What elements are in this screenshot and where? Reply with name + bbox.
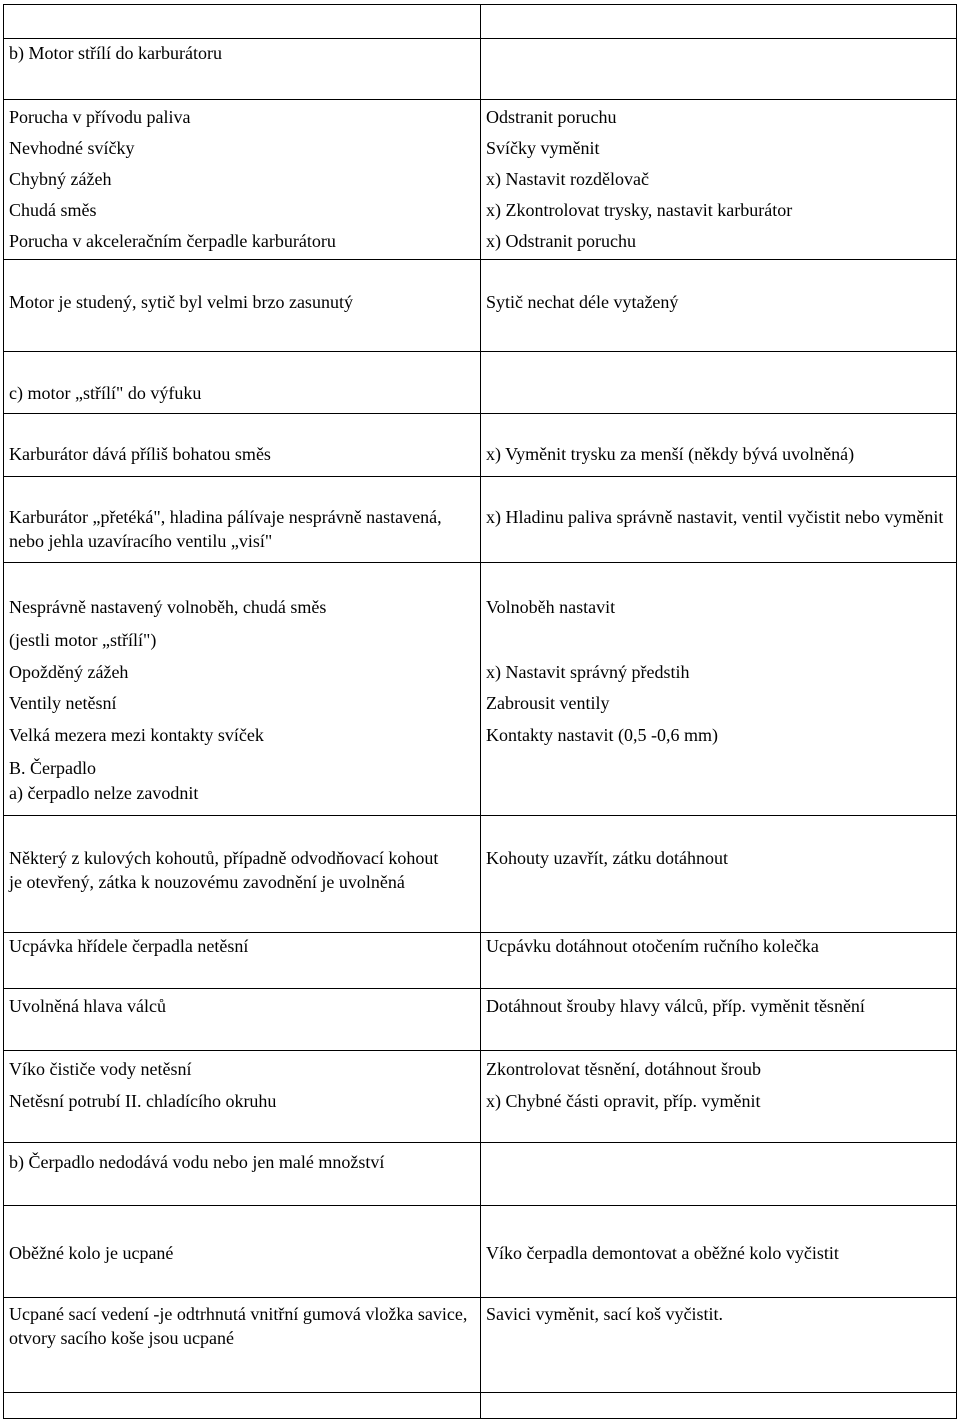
fault-text: Nevhodné svíčky: [9, 138, 135, 158]
remedy-text: Odstranit poruchu: [486, 107, 617, 127]
fault-text: Uvolněná hlava válců: [9, 996, 166, 1016]
section-heading: c) motor „střílí" do výfuku: [9, 383, 202, 403]
remedy-text: x) Odstranit poruchu: [486, 231, 636, 251]
fault-text: Ventily netěsní: [9, 693, 117, 713]
troubleshooting-table: [3, 4, 957, 1419]
remedy-text: x) Nastavit rozdělovač: [486, 169, 649, 189]
table-row: [3, 815, 957, 933]
table-row: [3, 1142, 957, 1206]
fault-text: Karburátor „přetéká", hladina pálívaje nesprávně nastavená, nebo jehla uzavíracího ventilu „visí": [9, 507, 442, 551]
fault-text: Porucha v akceleračním čerpadle karburátoru: [9, 231, 336, 251]
table-row: [3, 259, 957, 352]
table-row: [3, 38, 957, 100]
table-row: [3, 988, 957, 1051]
remedy-text: Zkontrolovat těsnění, dotáhnout šroub: [486, 1059, 761, 1079]
table-row: [3, 351, 957, 414]
remedy-text: x) Vyměnit trysku za menší (někdy bývá uvolněná): [486, 444, 855, 464]
remedy-text: Kontakty nastavit (0,5 -0,6 mm): [486, 725, 718, 745]
remedy-text: Volnoběh nastavit: [486, 597, 616, 617]
section-heading: a) čerpadlo nelze zavodnit: [9, 783, 199, 803]
fault-text: Víko čističe vody netěsní: [9, 1059, 192, 1079]
remedy-text: x) Zkontrolovat trysky, nastavit karburátor: [486, 200, 793, 220]
remedy-text: Savici vyměnit, sací koš vyčistit.: [486, 1304, 723, 1324]
fault-text: Opožděný zážeh: [9, 662, 129, 682]
remedy-text: Dotáhnout šrouby hlavy válců, příp. vyměnit těsnění: [486, 996, 865, 1016]
remedy-text: Ucpávku dotáhnout otočením ručního kolečka: [486, 936, 819, 956]
remedy-text: Svíčky vyměnit: [486, 138, 600, 158]
table-row: [3, 4, 957, 39]
fault-text: Ucpané sací vedení -je odtrhnutá vnitřní gumová vložka savice, otvory sacího koše jsou ucpané: [9, 1304, 468, 1348]
fault-text: Motor je studený, sytič byl velmi brzo zasunutý: [9, 292, 353, 312]
table-row: [3, 1297, 957, 1393]
table-row: [3, 1050, 957, 1143]
remedy-text: x) Nastavit správný předstih: [486, 662, 690, 682]
section-heading: b) Čerpadlo nedodává vodu nebo jen malé množství: [9, 1152, 385, 1172]
remedy-text: Sytič nechat déle vytažený: [486, 292, 679, 312]
section-heading: B. Čerpadlo: [9, 758, 96, 778]
fault-text: Chudá směs: [9, 200, 97, 220]
table-row: [3, 476, 957, 563]
table-row: [3, 1205, 957, 1298]
fault-text: Netěsní potrubí II. chladícího okruhu: [9, 1091, 277, 1111]
remedy-text: Kohouty uzavřít, zátku dotáhnout: [486, 848, 728, 868]
table-row: [3, 413, 957, 477]
remedy-text: Zabrousit ventily: [486, 693, 610, 713]
fault-text: Velká mezera mezi kontakty svíček: [9, 725, 264, 745]
fault-text: Některý z kulových kohoutů, případně odvodňovací kohout je otevřený, zátka k nouzovému zavodnění je uvolněná: [9, 848, 439, 892]
table-row: [3, 562, 957, 816]
table-row: [3, 99, 957, 260]
fault-text: Oběžné kolo je ucpané: [9, 1243, 174, 1263]
fault-text: Nesprávně nastavený volnoběh, chudá směs: [9, 597, 327, 617]
fault-text: Karburátor dává příliš bohatou směs: [9, 444, 271, 464]
remedy-text: Víko čerpadla demontovat a oběžné kolo vyčistit: [486, 1243, 839, 1263]
fault-text: Porucha v přívodu paliva: [9, 107, 191, 127]
fault-text: Chybný zážeh: [9, 169, 112, 189]
table-row: [3, 1392, 957, 1419]
remedy-text: x) Chybné části opravit, příp. vyměnit: [486, 1091, 761, 1111]
fault-text: (jestli motor „střílí"): [9, 630, 157, 650]
remedy-text: x) Hladinu paliva správně nastavit, ventil vyčistit nebo vyměnit: [486, 507, 944, 527]
section-heading: b) Motor střílí do karburátoru: [9, 43, 222, 63]
fault-text: Ucpávka hřídele čerpadla netěsní: [9, 936, 249, 956]
table-row: [3, 932, 957, 989]
